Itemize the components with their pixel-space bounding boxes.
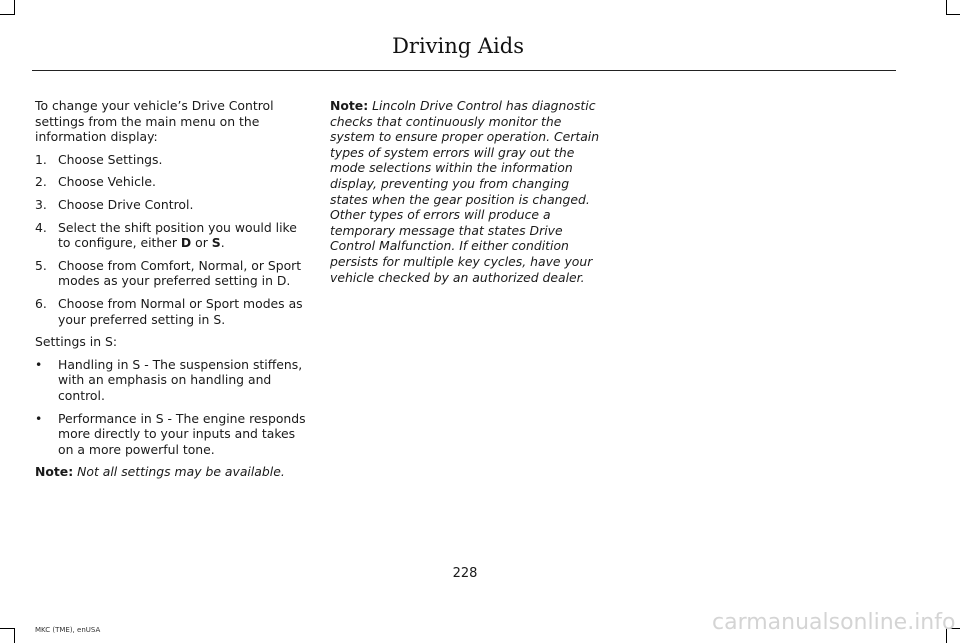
- page-title: Driving Aids: [392, 34, 524, 58]
- list-item: [35, 197, 307, 213]
- note-paragraph: [35, 464, 307, 480]
- list-item: [35, 357, 307, 404]
- right-column: [330, 98, 602, 292]
- bullet-text: Handling in S - The suspension stiffens, with an emphasis on handling and control.: [58, 356, 303, 403]
- crop-mark: [946, 14, 960, 15]
- settings-list: [35, 357, 307, 458]
- step-number: 3.: [35, 196, 47, 212]
- note-text: Not all settings may be available.: [77, 464, 285, 480]
- step-text: Choose Drive Control.: [58, 196, 194, 212]
- step-text: Choose Vehicle.: [58, 174, 156, 190]
- shift-position-d: D: [180, 235, 192, 251]
- list-item: [35, 220, 307, 251]
- crop-mark: [946, 0, 947, 15]
- step-number: 2.: [35, 174, 47, 190]
- crop-mark: [0, 14, 14, 15]
- left-column: [35, 98, 307, 487]
- bullet-text: Performance in S - The engine responds more directly to your inputs and takes on a more powerful tone.: [58, 410, 306, 457]
- step-text: .: [220, 235, 225, 251]
- step-text: Choose Settings.: [58, 151, 163, 167]
- list-item: [35, 411, 307, 458]
- header-divider: [32, 70, 896, 71]
- crop-mark: [14, 0, 15, 15]
- crop-mark: [14, 628, 15, 643]
- list-item: [35, 258, 307, 289]
- list-item: [35, 296, 307, 327]
- step-text: or: [191, 235, 212, 251]
- note-label: Note:: [35, 464, 74, 480]
- bullet-icon: •: [35, 356, 43, 372]
- settings-heading: Settings in S:: [35, 334, 118, 350]
- shift-position-s: S: [211, 235, 221, 251]
- watermark: carmanualsonline.info: [712, 610, 956, 635]
- step-number: 6.: [35, 295, 47, 311]
- step-number: 4.: [35, 219, 47, 235]
- intro-paragraph: To change your vehicle’s Drive Control settings from the main menu on the information display:: [35, 98, 274, 145]
- note-text: Lincoln Drive Control has diagnostic checks that continuously monitor the system to ensure proper operation. Certain types of system errors will gray out the mode selections within the information display, preventing you from changing states when the gear position is changed. Other types of errors will produce a temporary message that states Drive Control Malfunction. If either condition persists for multiple key cycles, have your vehicle checked by an authorized dealer.: [330, 98, 600, 285]
- steps-list: [35, 152, 307, 327]
- footer-code: MKC (TME), enUSA: [35, 626, 101, 634]
- step-text: Choose from Comfort, Normal, or Sport modes as your preferred setting in D.: [58, 257, 302, 289]
- bullet-icon: •: [35, 410, 43, 426]
- list-item: [35, 152, 307, 168]
- note-paragraph: [330, 98, 602, 285]
- step-number: 5.: [35, 257, 47, 273]
- page-number: 228: [452, 566, 478, 581]
- crop-mark: [0, 628, 14, 629]
- note-label: Note:: [330, 98, 369, 113]
- step-number: 1.: [35, 151, 47, 167]
- step-text: Choose from Normal or Sport modes as your preferred setting in S.: [58, 295, 303, 327]
- step-text: Select the shift position you would like to configure, either: [58, 219, 297, 251]
- list-item: [35, 174, 307, 190]
